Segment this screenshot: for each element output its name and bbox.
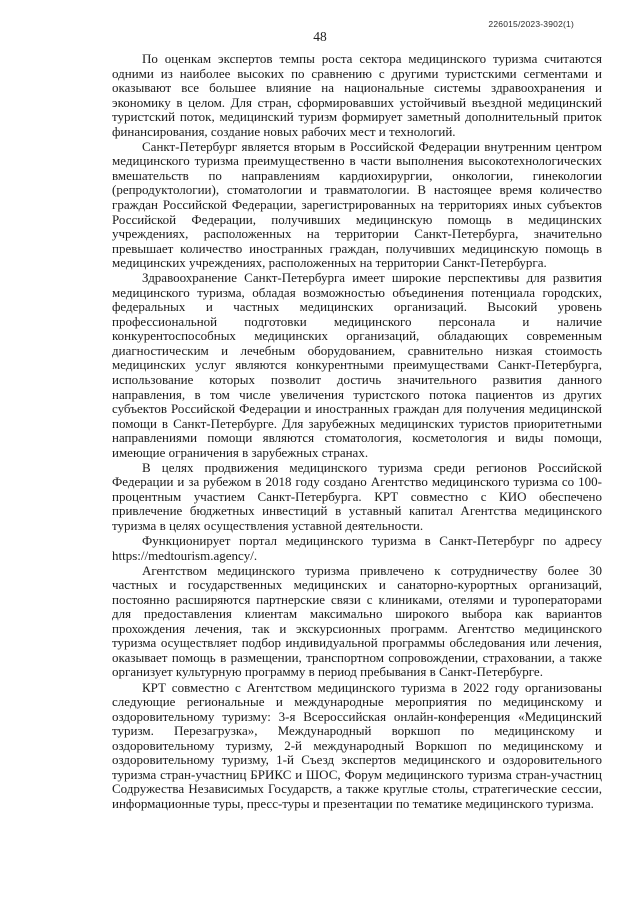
document-body	[112, 52, 602, 811]
paragraph-portal: Функционирует портал медицинского туризма в Санкт-Петербург по адресу https://medtourism.agency/.	[112, 533, 602, 563]
paragraph-healthcare-prospects: Здравоохранение Санкт-Петербурга имеет широкие перспективы для развития медицинского туризма, обладая возможностью объединения потенциала городских, федеральных и частных медицинских организаций. Высокий уровень профессиональной подготовки медицинского персонала и наличие конкурентоспособных медицинских организаций, обладающих современным диагностическим и лечебным оборудованием, сравнительно низкая стоимость медицинских услуг являются конкурентными преимуществами Санкт-Петербурга, использование которых позволит достичь значительного развития данного направления, в том числе увеличения туристского потока пациентов из других субъектов Российской Федерации и иностранных граждан для получения медицинской помощи в Санкт-Петербурге. Для зарубежных медицинских туристов приоритетными направлениями помощи являются стоматология, косметология и виды помощи, имеющие ограничения в зарубежных странах.	[112, 270, 602, 460]
paragraph-spb-center: Санкт-Петербург является вторым в Российской Федерации внутренним центром медицинского туризма преимущественно в части выполнения высокотехнологических вмешательств по направлениям кардиохирургии, онкологии, гинекологии (репродуктологии), стоматологии и травматологии. В настоящее время количество граждан Российской Федерации, зарегистрированных на территориях иных субъектов Российской Федерации, получивших медицинскую помощь в медицинских учреждениях, расположенных на территории Санкт-Петербурга, значительно превышает количество иностранных граждан, получивших медицинскую помощь в медицинских учреждениях, расположенных на территории Санкт-Петербурга.	[112, 138, 602, 271]
paragraph-agency-creation: В целях продвижения медицинского туризма среди регионов Российской Федерации и за рубежом в 2018 году создано Агентство медицинского туризма со 100-процентным участием Санкт-Петербурга. КРТ совместно с КИО обеспечено привлечение бюджетных инвестиций в уставный капитал Агентства медицинского туризма в целях осуществления уставной деятельности.	[112, 459, 602, 533]
document-registration-number: 226015/2023-3902(1)	[488, 19, 574, 29]
paragraph-growth-rates: По оценкам экспертов темпы роста сектора медицинского туризма считаются одними из наиболее высоких по сравнению с другими туристскими сегментами и оказывают все большее влияние на национальные системы здравоохранения и экономику в целом. Для стран, сформировавших устойчивый въездной медицинский туристский поток, медицинский туризм формирует заметный дополнительный приток финансирования, создание новых рабочих мест и технологий.	[112, 51, 602, 139]
page-number: 48	[313, 29, 327, 44]
paragraph-agency-partners: Агентством медицинского туризма привлечено к сотрудничеству более 30 частных и государственных медицинских и санаторно-курортных организаций, постоянно расширяются партнерские связи с клиниками, отелями и туроператорами для предоставления клиентам максимально широкого выбора как вариантов прохождения лечения, так и экскурсионных программ. Агентство медицинского туризма осуществляет подбор индивидуальной программы обследования или лечения, оказывает помощь в размещении, транспортном сопровождении, страховании, а также организует культурную программу в период пребывания в Санкт-Петербурге.	[112, 562, 602, 680]
paragraph-events-2022: КРТ совместно с Агентством медицинского туризма в 2022 году организованы следующие региональные и международные мероприятия по медицинскому и оздоровительному туризму: 3-я Всероссийская онлайн-конференция «Медицинский туризм. Перезагрузка», Международный воркшоп по медицинскому и оздоровительному туризму, 2-й международный Воркшоп по медицинскому и оздоровительному туризму, 1-й Съезд экспертов медицинского и оздоровительного туризма стран-участниц БРИКС и ШОС, Форум медицинского туризма стран-участниц Содружества Независимых Государств, а также круглые столы, стратегические сессии, информационные туры, пресс-туры и презентации по тематике медицинского туризма.	[112, 679, 602, 811]
